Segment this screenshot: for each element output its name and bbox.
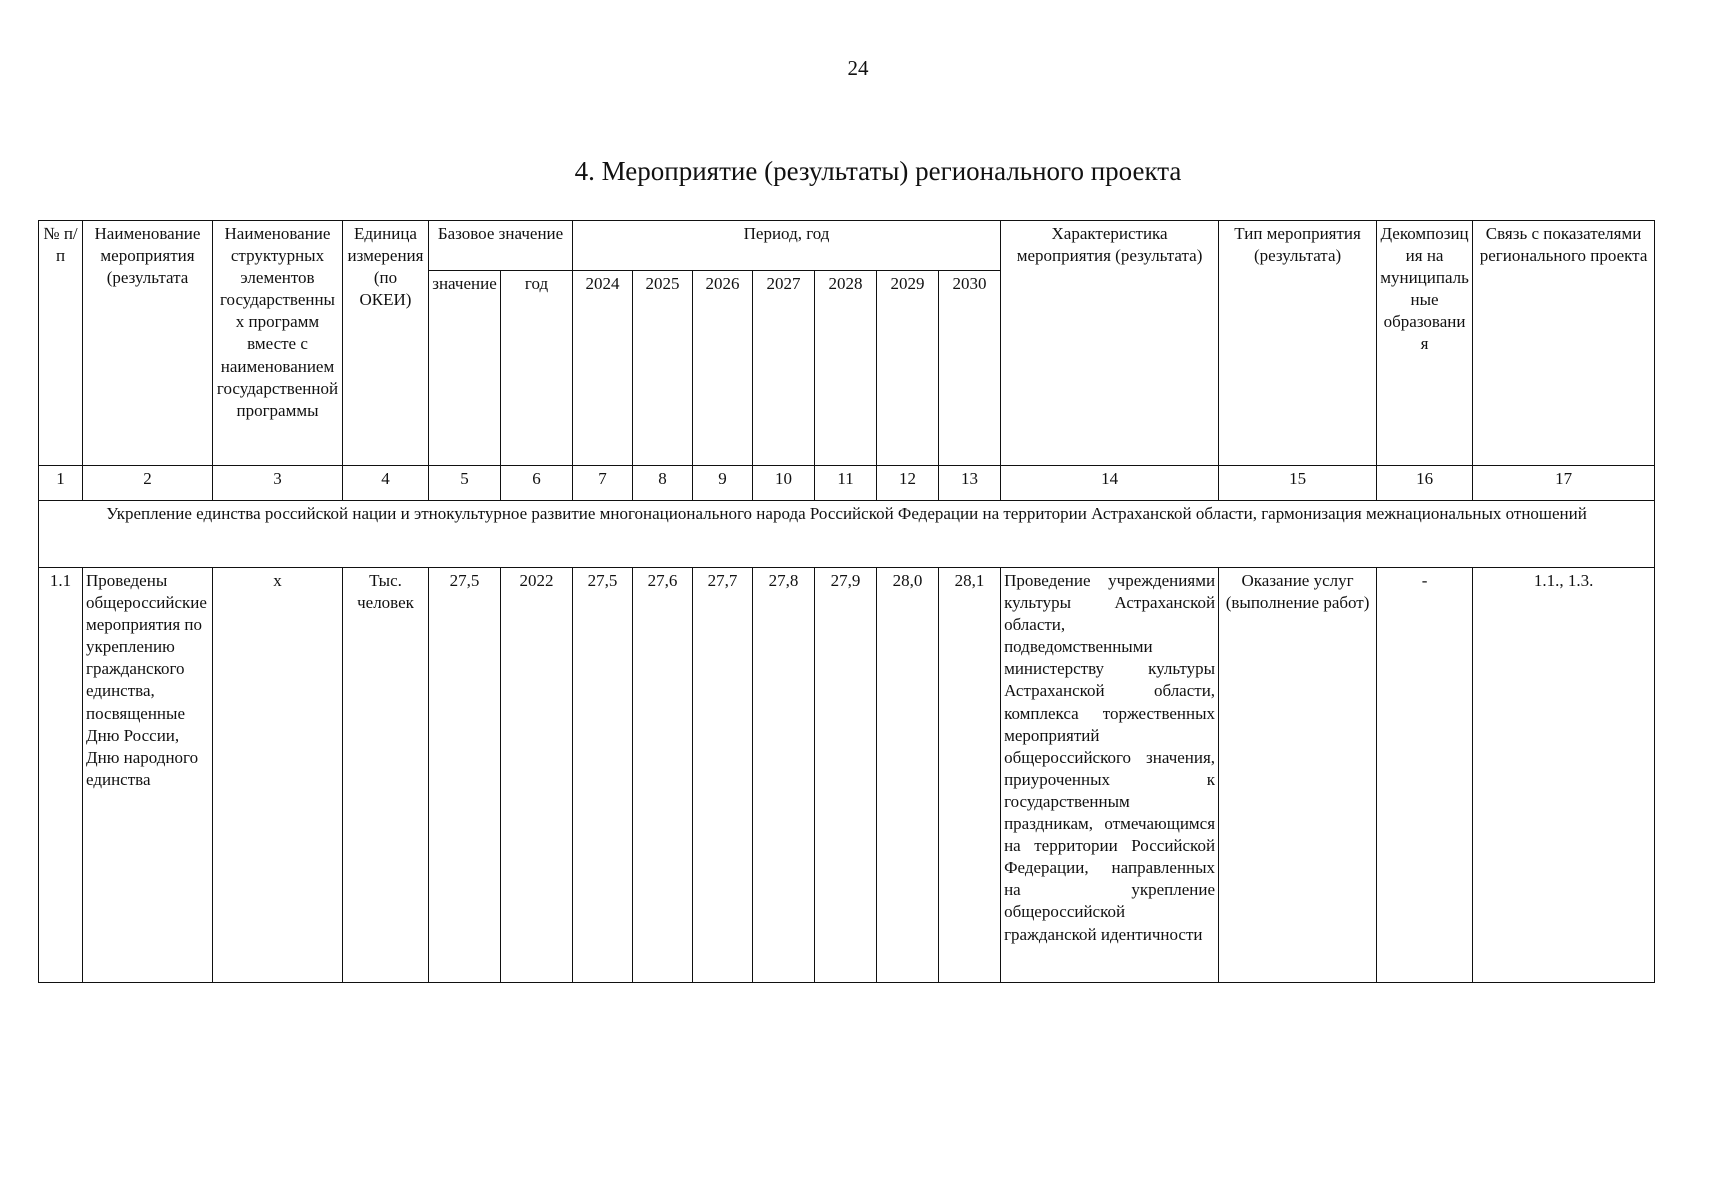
table-row [39, 568, 1655, 983]
column-number: 15 [1219, 466, 1377, 501]
header-number: № п/п [39, 221, 83, 466]
results-table [38, 220, 1655, 983]
column-number: 6 [501, 466, 573, 501]
column-number: 4 [343, 466, 429, 501]
row-value-2027: 27,8 [753, 568, 815, 983]
row-decomposition: - [1377, 568, 1473, 983]
column-number: 14 [1001, 466, 1219, 501]
column-number: 3 [213, 466, 343, 501]
header-year-2029: 2029 [877, 271, 939, 466]
section-title: Укрепление единства российской нации и этнокультурное развитие многонационального народа Российской Федерации на территории Астраханской области, гармонизация межнациональных отношений [39, 501, 1655, 568]
row-link-indicators: 1.1., 1.3. [1473, 568, 1655, 983]
document-title: 4. Мероприятие (результаты) регионального проекта [574, 156, 1182, 186]
column-number: 1 [39, 466, 83, 501]
header-characteristic: Характеристика мероприятия (результата) [1001, 221, 1219, 466]
header-base-value-group: Базовое значение [429, 221, 573, 271]
header-row-top [39, 221, 1655, 271]
header-event-type: Тип мероприятия (результата) [1219, 221, 1377, 466]
column-number: 7 [573, 466, 633, 501]
header-year-2024: 2024 [573, 271, 633, 466]
column-number: 9 [693, 466, 753, 501]
section-row [39, 501, 1655, 568]
header-year-2027: 2027 [753, 271, 815, 466]
row-value-2024: 27,5 [573, 568, 633, 983]
header-year-2026: 2026 [693, 271, 753, 466]
row-event-name: Проведены общероссийские мероприятия по укреплению гражданского единства, посвященные Дню России, Дню народного единства [83, 568, 213, 983]
header-year-2025: 2025 [633, 271, 693, 466]
column-number: 16 [1377, 466, 1473, 501]
column-number: 12 [877, 466, 939, 501]
header-period-group: Период, год [573, 221, 1001, 271]
row-structural-element: х [213, 568, 343, 983]
row-event-type: Оказание услуг (выполнение работ) [1219, 568, 1377, 983]
header-structural-elements: Наименование структурных элементов государственных программ вместе с наименованием государственной программы [213, 221, 343, 466]
row-value-2030: 28,1 [939, 568, 1001, 983]
header-decomposition: Декомпозиция на муниципальные образования [1377, 221, 1473, 466]
row-characteristic: Проведение учреждениями культуры Астраханской области, подведомственными министерству культуры Астраханской области, комплекса торжественных мероприятий общероссийского значения, приуроченных к государственным праздникам, отмечающимся на территории Российской Федерации, направленных на укрепление общероссийской гражданской идентичности [1001, 568, 1219, 983]
header-unit: Единица измерения (по ОКЕИ) [343, 221, 429, 466]
header-year-2028: 2028 [815, 271, 877, 466]
row-value-2025: 27,6 [633, 568, 693, 983]
header-year-2030: 2030 [939, 271, 1001, 466]
column-number: 2 [83, 466, 213, 501]
row-value-2026: 27,7 [693, 568, 753, 983]
row-value-2029: 28,0 [877, 568, 939, 983]
row-base-year: 2022 [501, 568, 573, 983]
row-unit: Тыс. человек [343, 568, 429, 983]
column-numbers-row [39, 466, 1655, 501]
header-base-value: значение [429, 271, 501, 466]
row-number: 1.1 [39, 568, 83, 983]
column-number: 8 [633, 466, 693, 501]
column-number: 13 [939, 466, 1001, 501]
column-number: 5 [429, 466, 501, 501]
column-number: 10 [753, 466, 815, 501]
header-link-indicators: Связь с показателями регионального проекта [1473, 221, 1655, 466]
row-value-2028: 27,9 [815, 568, 877, 983]
header-base-year: год [501, 271, 573, 466]
header-event-name: Наименование мероприятия (результата [83, 221, 213, 466]
column-number: 11 [815, 466, 877, 501]
row-base-value: 27,5 [429, 568, 501, 983]
column-number: 17 [1473, 466, 1655, 501]
page-number: 24 [847, 56, 869, 80]
